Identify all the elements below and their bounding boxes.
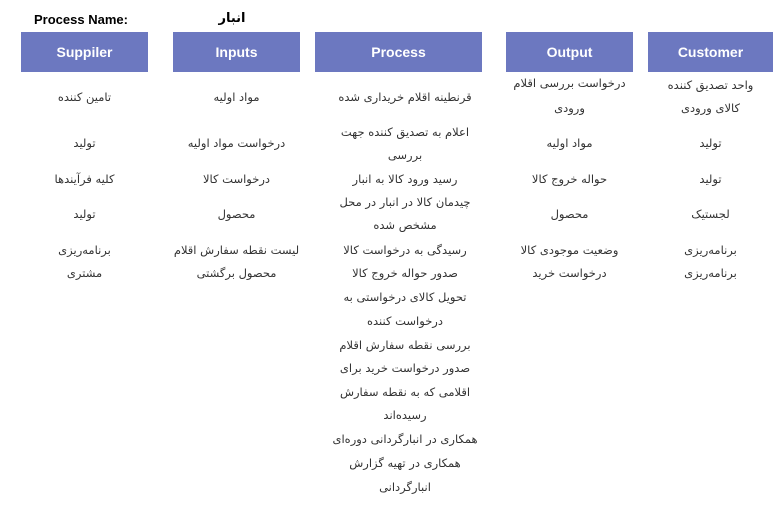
inputs-cell: مواد اولیه xyxy=(213,90,260,104)
output-cell: مواد اولیه xyxy=(546,136,593,150)
process-cell: رسید ورود کالا به انبار xyxy=(352,172,458,186)
process-cell: چیدمان کالا در انبار در محل xyxy=(339,195,471,209)
supplier-cell: تولید xyxy=(73,207,96,221)
header-supplier: Suppiler xyxy=(21,32,148,72)
header-inputs: Inputs xyxy=(173,32,300,72)
process-cell: صدور حواله خروج کالا xyxy=(352,266,458,280)
process-cell: اعلام به تصدیق کننده جهت xyxy=(340,125,470,139)
supplier-cell: تامین کننده xyxy=(57,90,112,104)
customer-cell: تولید xyxy=(699,172,722,186)
output-cell: محصول xyxy=(550,207,589,221)
output-cell: درخواست بررسی اقلام xyxy=(513,76,626,90)
process-cell: بررسی xyxy=(387,148,423,162)
process-cell: رسیدگی به درخواست کالا xyxy=(343,243,467,257)
inputs-cell: محصول برگشتی xyxy=(196,266,277,280)
supplier-cell: برنامه‌ریزی xyxy=(58,243,111,257)
process-cell: قرنطینه اقلام خریداری شده xyxy=(338,90,472,104)
process-cell: همکاری در تهیه گزارش xyxy=(349,456,461,470)
customer-cell: واحد تصدیق کننده xyxy=(667,78,754,92)
process-name-label: Process Name: xyxy=(34,12,128,27)
process-cell: درخواست کننده xyxy=(367,314,443,328)
header-output: Output xyxy=(506,32,633,72)
customer-cell: برنامه‌ریزی xyxy=(684,243,737,257)
process-cell: صدور درخواست خرید برای xyxy=(339,361,471,375)
customer-cell: تولید xyxy=(699,136,722,150)
inputs-cell: درخواست کالا xyxy=(202,172,271,186)
process-cell: مشخص شده xyxy=(373,218,437,232)
process-cell: تحویل کالای درخواستی به xyxy=(343,290,467,304)
process-cell: اقلامی که به نقطه سفارش xyxy=(339,385,471,399)
inputs-cell: درخواست مواد اولیه xyxy=(187,136,286,150)
inputs-cell: محصول xyxy=(217,207,256,221)
customer-cell: کالای ورودی xyxy=(681,101,740,115)
process-cell: بررسی نقطه سفارش اقلام xyxy=(339,338,471,352)
process-name-value: انبار xyxy=(218,11,246,26)
customer-cell: لجستیک xyxy=(691,207,730,221)
supplier-cell: کلیه فرآیندها xyxy=(54,172,115,186)
output-cell: حواله خروج کالا xyxy=(531,172,608,186)
output-cell: وضعیت موجودی کالا xyxy=(520,243,619,257)
header-process: Process xyxy=(315,32,482,72)
header-customer: Customer xyxy=(648,32,773,72)
output-cell: درخواست خرید xyxy=(532,266,607,280)
supplier-cell: مشتری xyxy=(66,266,103,280)
supplier-cell: تولید xyxy=(73,136,96,150)
output-cell: ورودی xyxy=(554,101,585,115)
process-cell: رسیده‌اند xyxy=(383,408,427,422)
process-cell: انبارگردانی xyxy=(379,480,431,494)
customer-cell: برنامه‌ریزی xyxy=(684,266,737,280)
inputs-cell: لیست نقطه سفارش اقلام xyxy=(173,243,300,257)
process-cell: همکاری در انبارگردانی دوره‌ای xyxy=(332,432,478,446)
